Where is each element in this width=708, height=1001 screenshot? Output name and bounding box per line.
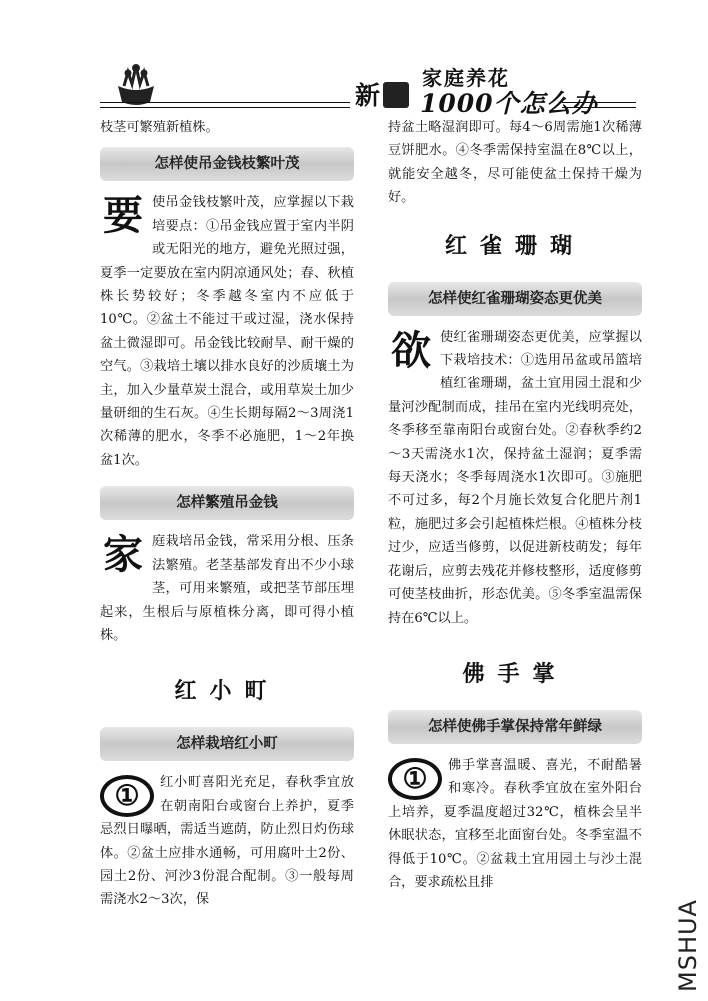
answer-text: 欲使红雀珊瑚姿态更优美，应掌握以下栽培技术：①选用吊盆或吊篮培植红雀珊瑚，盆土宜用园土混和少量河沙配制而成，挂吊在室内光线明亮处，冬季移至靠南阳台或窗台处。②春秋季约2～3天需浇水1次，保持盆土湿润；夏季需每天浇水；冬季每周浇水1次即可。③施肥不可过多，每2个月施长效复合化肥片剂1粒，施肥过多会引起植株烂根。④植株分枝过少，应适当修剪，以促进新枝萌发；每年花谢后，应剪去残花并修枝整形，适度修剪可使茎枝曲折，形态优美。⑤冬季室温需保持在6℃以上。 [388, 327, 642, 626]
drop-cap: 要 [103, 193, 143, 240]
number-one-icon: ① [100, 775, 154, 817]
question-bar: 怎样栽培红小町 [100, 727, 354, 761]
series-mark: 新 [355, 76, 409, 112]
book-title-top: 家庭养花 [422, 66, 510, 90]
right-column [388, 116, 642, 894]
left-column [100, 116, 354, 912]
continued-text: 枝茎可繁殖新植株。 [100, 120, 219, 135]
number-one-icon: ① [388, 758, 442, 800]
answer-text: 家庭栽培吊金钱，常采用分根、压条法繁殖。老茎基部发育出不少小球茎，可用来繁殖，或把茎节部压埋起来，生根后与原植株分离，即可得小植株。 [100, 532, 354, 643]
book-title-main: 1000个怎么办 [420, 89, 598, 118]
watermark: MSHUA [674, 899, 702, 992]
continued-text: 持盆土略湿润即可。每4～6周需施1次稀薄豆饼肥水。④冬季需保持室温在8℃以上，就能安全越冬，尽可能使盆土保持干燥为好。 [388, 120, 642, 206]
header-rule [100, 107, 350, 108]
question-bar: 怎样使红雀珊瑚姿态更优美 [388, 282, 642, 316]
header-rule [100, 102, 350, 103]
section-heading: 红小町 [174, 679, 280, 705]
header-rule [562, 102, 636, 103]
section-heading: 佛手掌 [462, 661, 568, 687]
question-bar: 怎样繁殖吊金钱 [100, 486, 354, 520]
answer-text: 要使吊金钱枝繁叶茂，应掌握以下栽培要点：①吊金钱应置于室内半阴或无阳光的地方，避免光照过强，夏季一定要放在室内阴凉通风处；春、秋植株长势较好；冬季越冬室内不应低于10℃。②盆土不能过干或过湿，浇水保持盆土微湿即可。吊金钱比较耐旱、耐干燥的空气。③栽培土壤以排水良好的沙质壤土为主，加入少量草炭土混合，或用草炭土加少量研细的生石灰。④生长期每隔2～3周浇1次稀薄的肥水，冬季不必施肥，1～2年换盆1次。 [100, 193, 354, 468]
answer-text: ① 红小町喜阳光充足，春秋季宜放在朝南阳台或窗台上养护，夏季忌烈日曝晒，需适当遮荫，防止烈日灼伤球体。②盆土应排水通畅，可用腐叶土2份、园土2份、河沙3份混合配制。③一般每周需浇水2～3次，保 [100, 775, 354, 908]
answer-text: ① 佛手掌喜温暖、喜光，不耐酷暑和寒冷。春秋季宜放在室外阳台上培养，夏季温度超过32℃，植株会呈半休眠状态，宜移至北面窗台处。冬季室温不得低于10℃。②盆栽土宜用园土与沙土混合，要求疏松且排 [388, 757, 642, 890]
drop-cap: 欲 [391, 327, 431, 374]
question-bar: 怎样使吊金钱枝繁叶茂 [100, 147, 354, 181]
question-bar: 怎样使佛手掌保持常年鲜绿 [388, 710, 642, 744]
section-heading: 红雀珊瑚 [444, 233, 585, 259]
page-header [100, 62, 640, 122]
series-mark-box [383, 82, 409, 108]
header-rule [562, 107, 636, 108]
drop-cap: 家 [103, 532, 143, 579]
